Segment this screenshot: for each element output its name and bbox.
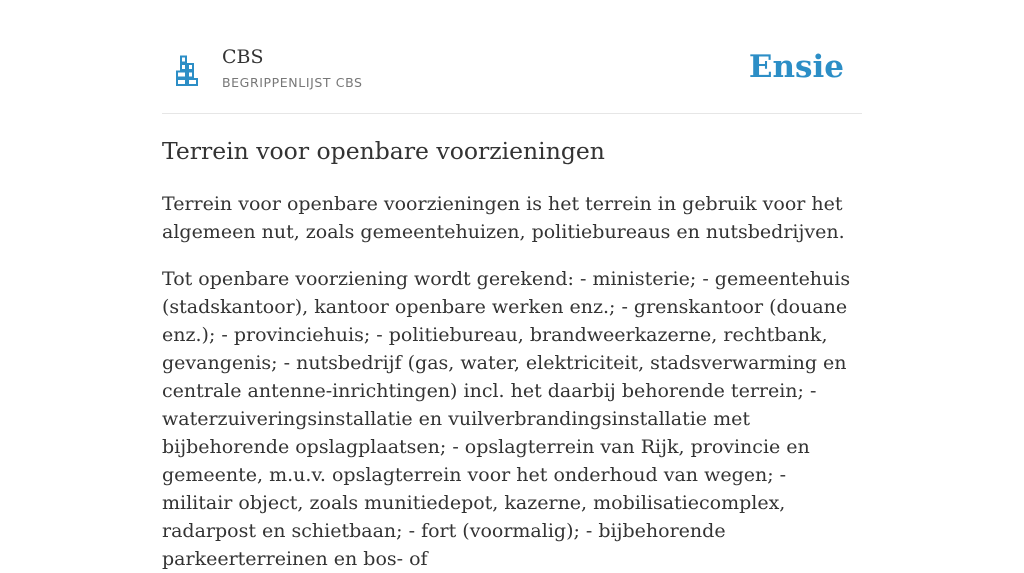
cbs-logo-icon[interactable]	[176, 55, 198, 87]
definition-paragraph: Terrein voor openbare voorzieningen is het terrein in gebruik voor het algemeen nut, zoals gemeentehuizen, politiebureaus en nutsbedrijven.	[162, 193, 845, 243]
page-title: Terrein voor openbare voorzieningen	[162, 137, 605, 165]
page-container	[162, 0, 862, 570]
org-subtitle[interactable]: BEGRIPPENLIJST CBS	[222, 75, 363, 90]
details-paragraph: Tot openbare voorziening wordt gerekend: - ministerie; - gemeentehuis (stadskantoor), kantoor openbare werken enz.; - grenskantoor (douane enz.); - provinciehuis; - politiebureau, brandweerkazerne, rechtbank, gevangenis; - nutsbedrijf (gas, water, elektriciteit, stadsverwarming en centrale antenne-inrichtingen) incl. het daarbij behorende terrein; - waterzuiveringsinstallatie en vuilverbrandingsinstallatie met bijbehorende opslagplaatsen; - opslagterrein van Rijk, provincie en gemeente, m.u.v. opslagterrein voor het onderhoud van wegen; - militair object, zoals munitiedepot, kazerne, mobilisatiecomplex, radarpost en schietbaan; - fort (voormalig); - bijbehorende parkeerterreinen en bos- of	[162, 268, 851, 570]
org-name[interactable]: CBS	[222, 46, 264, 68]
ensie-brand-logo[interactable]: Ensie	[748, 49, 844, 85]
header	[162, 0, 862, 114]
